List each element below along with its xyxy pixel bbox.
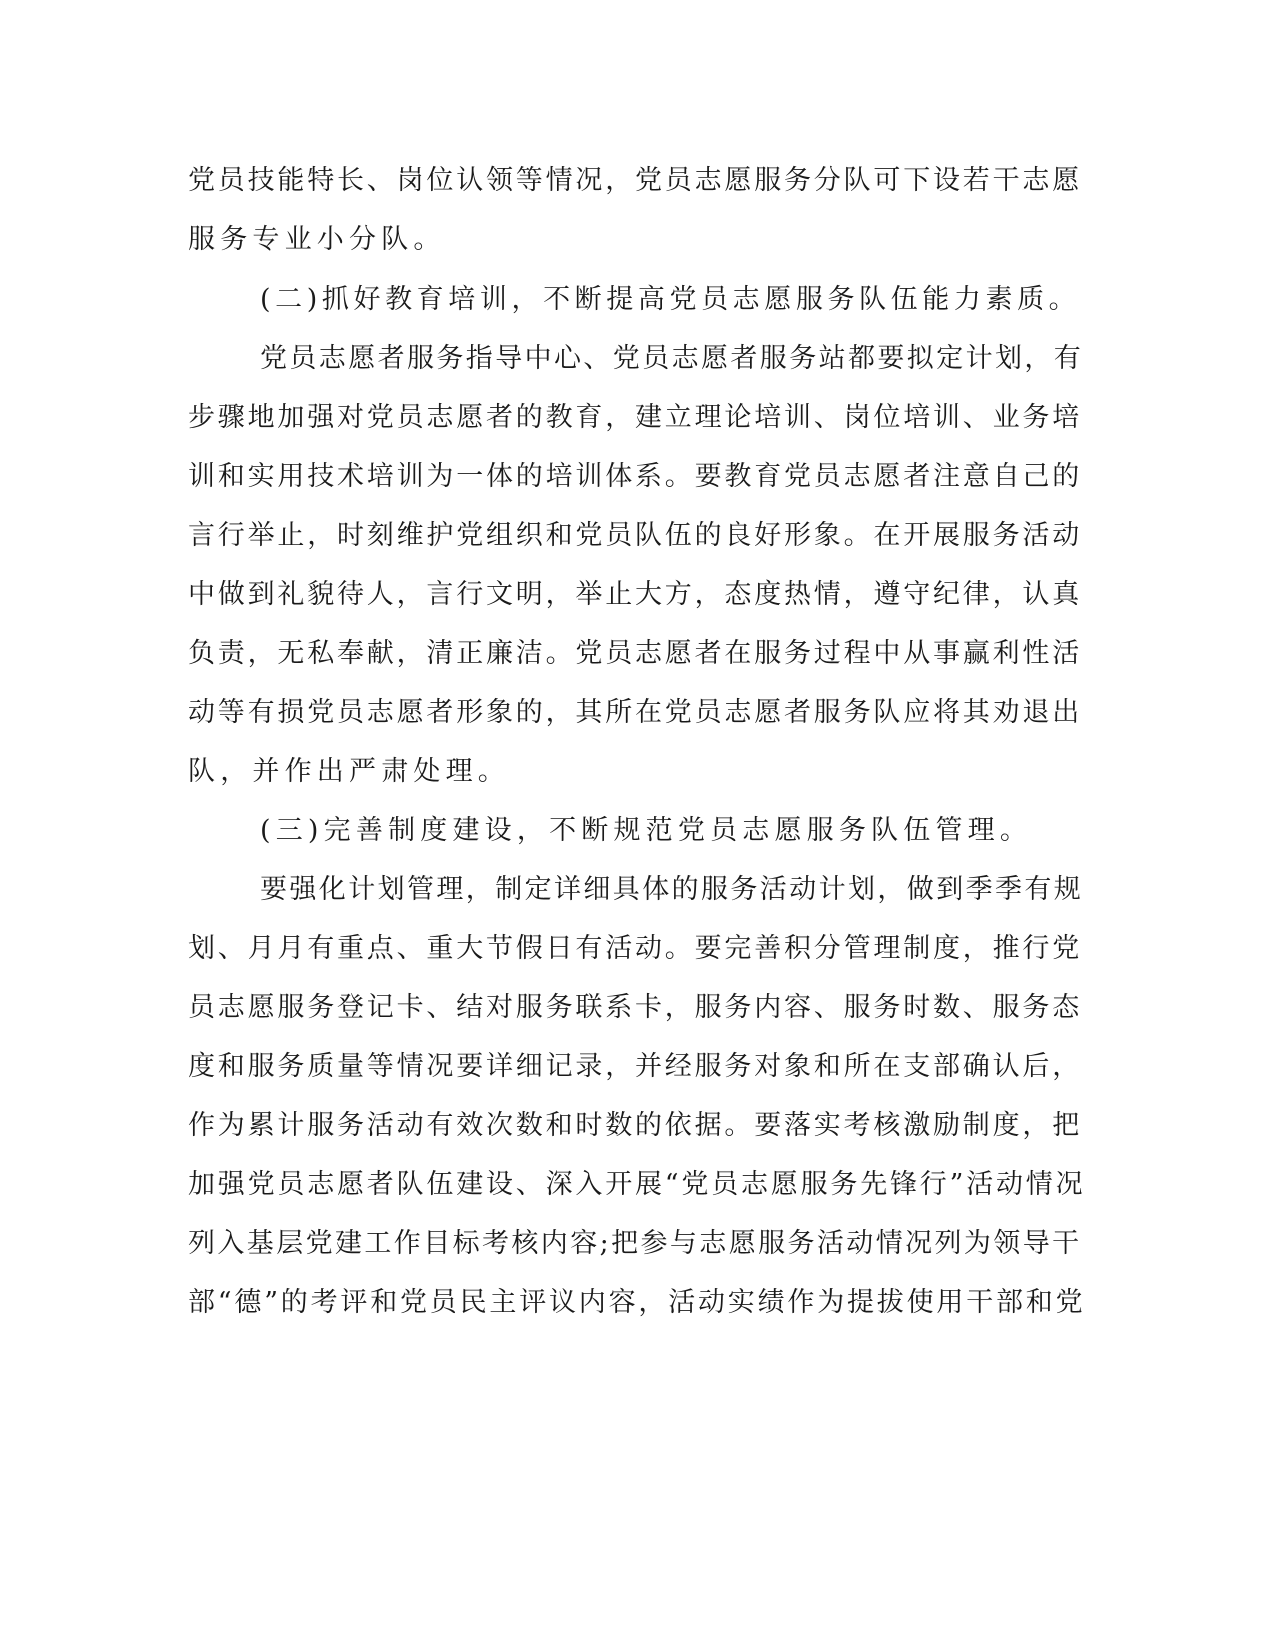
text-line: 训和实用技术培训为一体的培训体系。要教育党员志愿者注意自己的 bbox=[188, 461, 1082, 492]
text-line: 服务专业小分队。 bbox=[188, 224, 446, 255]
section-heading: (三)完善制度建设，不断规范党员志愿服务队伍管理。 bbox=[260, 815, 1033, 846]
text-line: 作为累计服务活动有效次数和时数的依据。要落实考核激励制度，把 bbox=[188, 1110, 1082, 1141]
text-line: 加强党员志愿者队伍建设、深入开展“党员志愿服务先锋行”活动情况 bbox=[188, 1169, 1086, 1200]
text-line: 部“德”的考评和党员民主评议内容，活动实绩作为提拔使用干部和党 bbox=[188, 1287, 1086, 1318]
text-line: 步骤地加强对党员志愿者的教育，建立理论培训、岗位培训、业务培 bbox=[188, 402, 1082, 433]
text-line: 度和服务质量等情况要详细记录，并经服务对象和所在支部确认后， bbox=[188, 1051, 1082, 1082]
text-line: 动等有损党员志愿者形象的，其所在党员志愿者服务队应将其劝退出 bbox=[188, 697, 1082, 728]
text-line: 党员志愿者服务指导中心、党员志愿者服务站都要拟定计划，有 bbox=[260, 343, 1084, 374]
section-heading: (二)抓好教育培训，不断提高党员志愿服务队伍能力素质。 bbox=[260, 284, 1081, 315]
text-line: 队，并作出严肃处理。 bbox=[188, 756, 510, 787]
text-line: 中做到礼貌待人，言行文明，举止大方，态度热情，遵守纪律，认真 bbox=[188, 579, 1082, 610]
text-line: 党员技能特长、岗位认领等情况，党员志愿服务分队可下设若干志愿 bbox=[188, 165, 1082, 196]
text-line: 言行举止，时刻维护党组织和党员队伍的良好形象。在开展服务活动 bbox=[188, 520, 1082, 551]
text-line: 要强化计划管理，制定详细具体的服务活动计划，做到季季有规 bbox=[260, 874, 1084, 905]
text-line: 负责，无私奉献，清正廉洁。党员志愿者在服务过程中从事赢利性活 bbox=[188, 638, 1082, 669]
text-line: 划、月月有重点、重大节假日有活动。要完善积分管理制度，推行党 bbox=[188, 933, 1082, 964]
text-line: 列入基层党建工作目标考核内容;把参与志愿服务活动情况列为领导干 bbox=[188, 1228, 1082, 1259]
text-line: 员志愿服务登记卡、结对服务联系卡，服务内容、服务时数、服务态 bbox=[188, 992, 1082, 1023]
